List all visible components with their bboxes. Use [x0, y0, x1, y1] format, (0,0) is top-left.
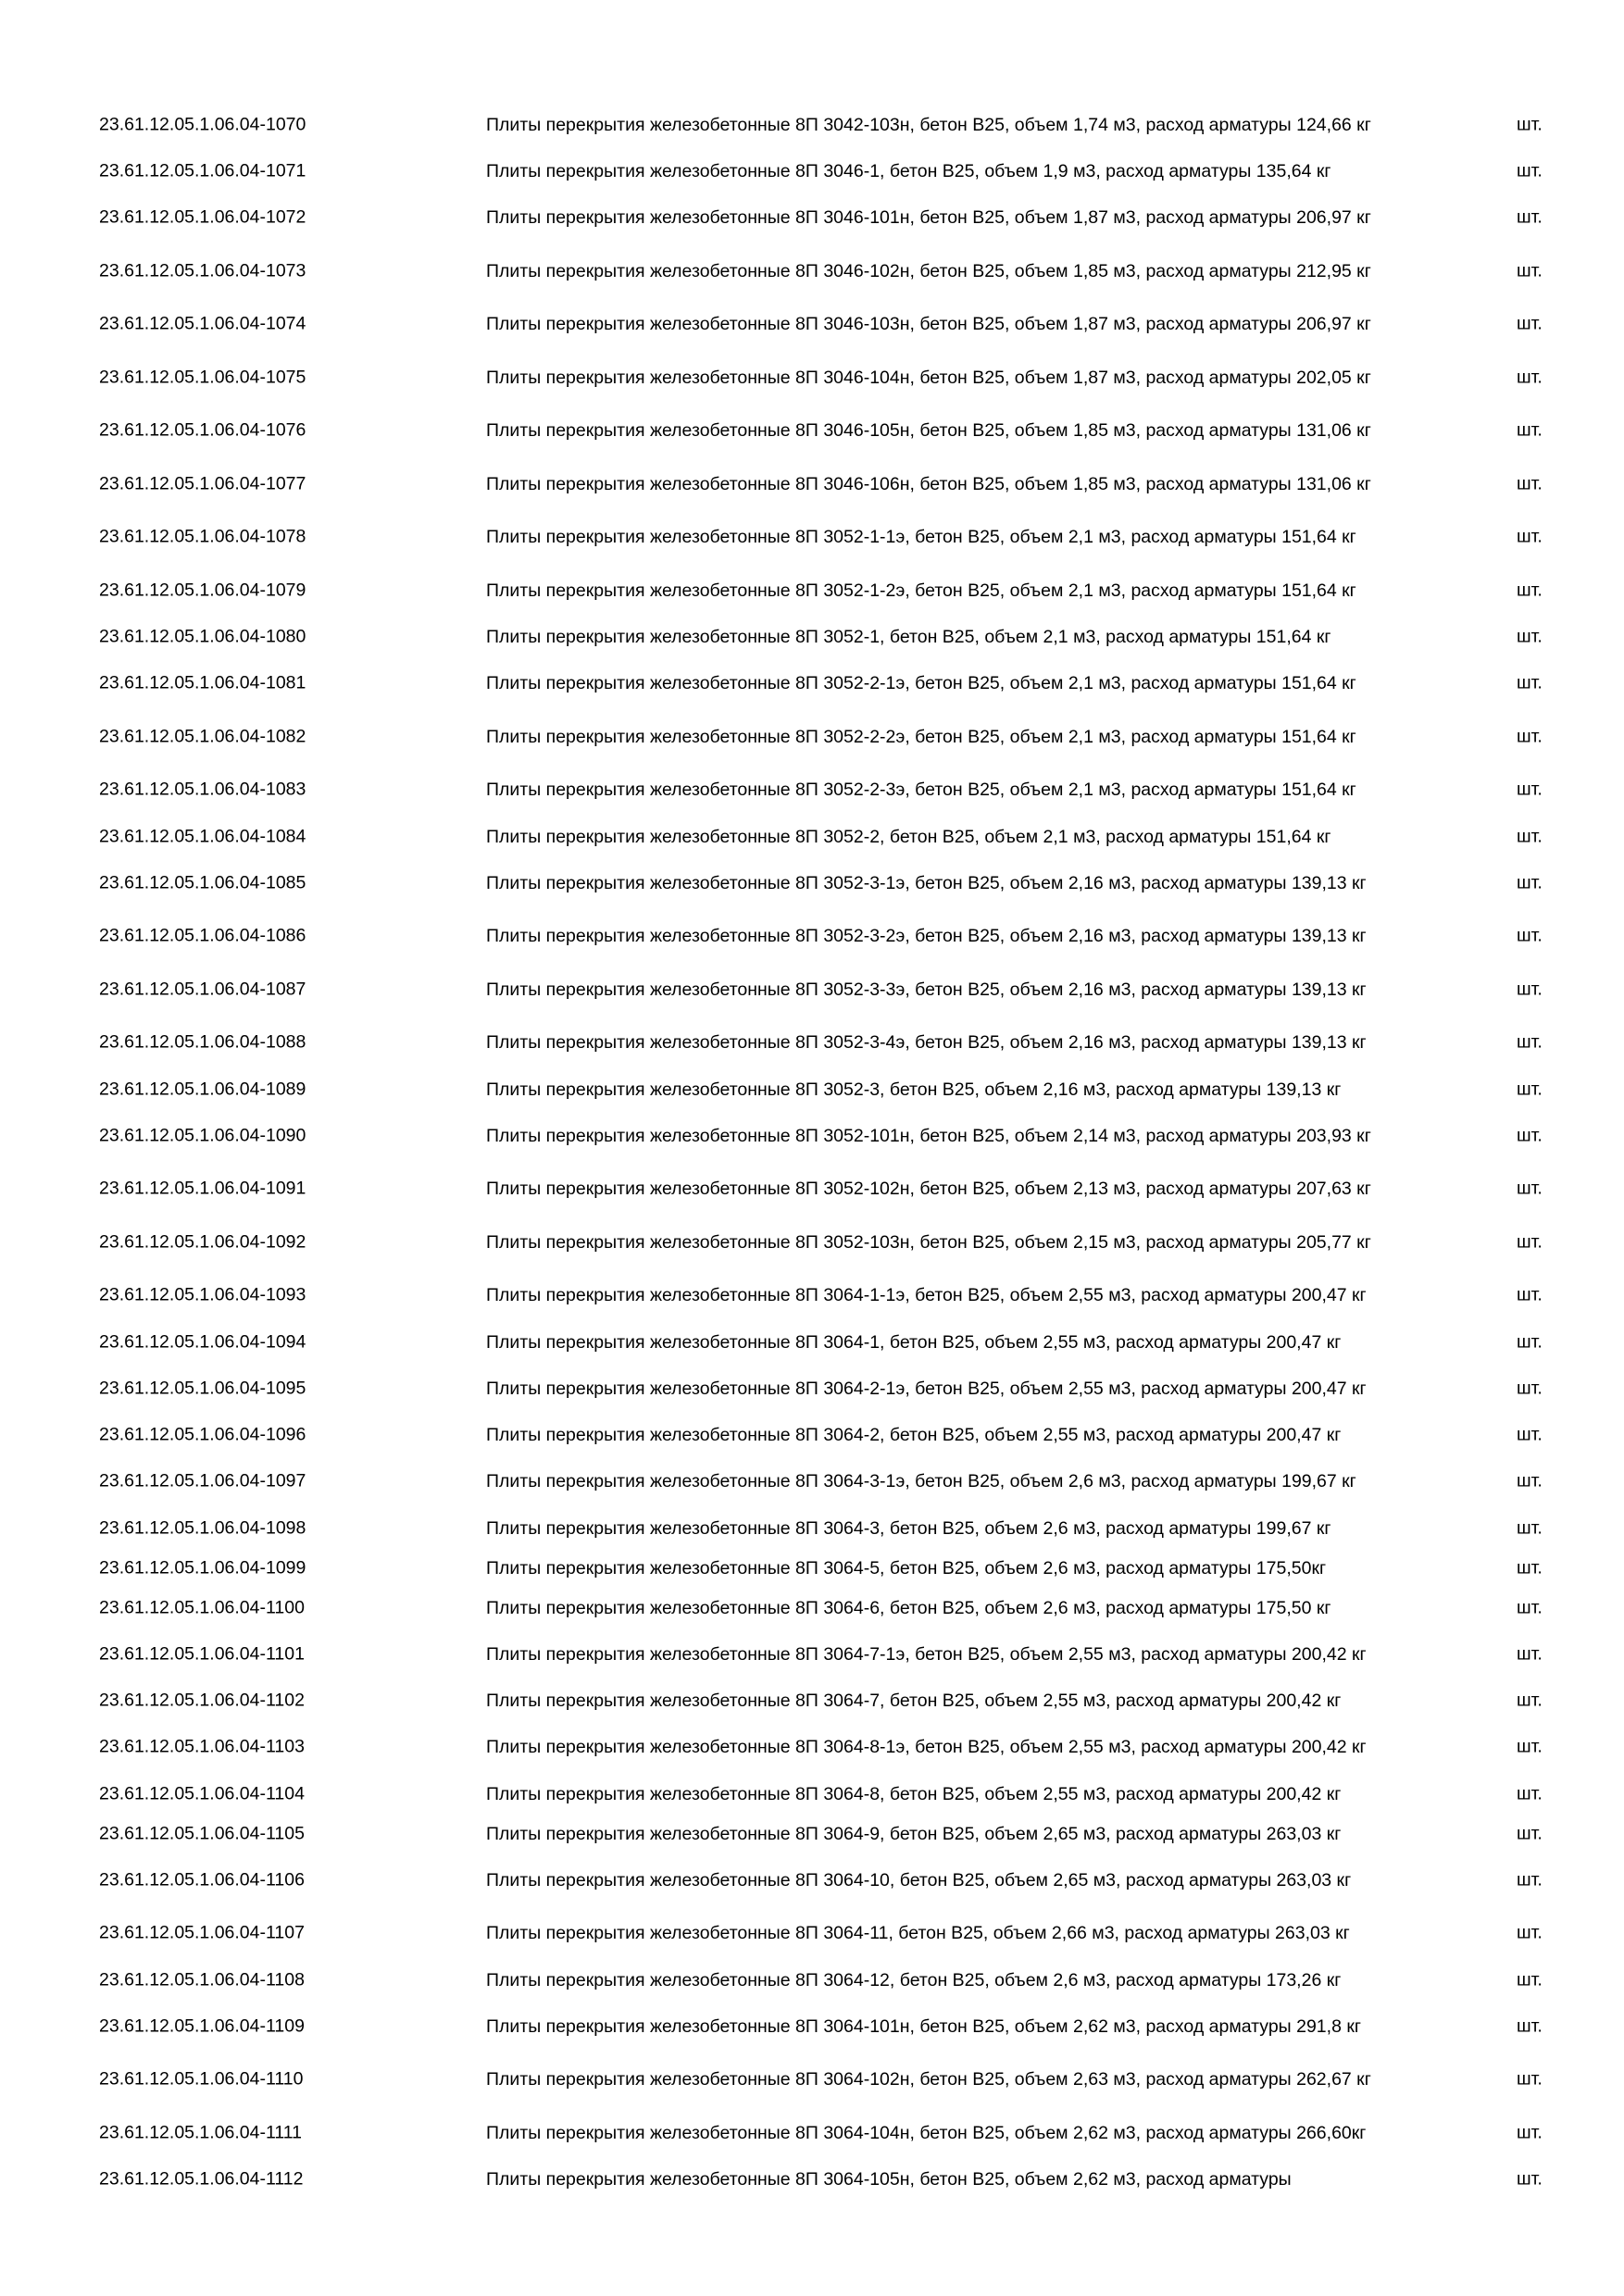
row-code: 23.61.12.05.1.06.04-1089	[99, 1079, 306, 1099]
row-code: 23.61.12.05.1.06.04-1099	[99, 1557, 306, 1578]
row-code: 23.61.12.05.1.06.04-1085	[99, 872, 306, 893]
table-row	[0, 764, 1624, 817]
row-code: 23.61.12.05.1.06.04-1097	[99, 1470, 306, 1491]
row-unit: шт.	[1517, 726, 1543, 747]
row-unit: шт.	[1517, 206, 1543, 228]
table-row	[0, 511, 1624, 565]
row-description: Плиты перекрытия железобетонные 8П 3046-101н, бетон В25, объем 1,87 м3, расход арматуры 206,97 кг	[486, 207, 1371, 229]
table-row	[0, 1681, 1624, 1721]
row-description: Плиты перекрытия железобетонные 8П 3052-3-2э, бетон В25, объем 2,16 м3, расход арматуры 139,13 кг	[486, 926, 1367, 947]
row-description: Плиты перекрытия железобетонные 8П 3064-2, бетон В25, объем 2,55 м3, расход арматуры 200,47 кг	[486, 1425, 1342, 1445]
row-unit: шт.	[1517, 2122, 1543, 2143]
row-unit: шт.	[1517, 2068, 1543, 2090]
row-description: Плиты перекрытия железобетонные 8П 3042-103н, бетон В25, объем 1,74 м3, расход арматуры 124,66 кг	[486, 114, 1371, 135]
table-row	[0, 1455, 1624, 1509]
row-code: 23.61.12.05.1.06.04-1111	[99, 2122, 303, 2143]
row-code: 23.61.12.05.1.06.04-1105	[99, 1823, 305, 1843]
row-unit: шт.	[1517, 872, 1543, 893]
row-description: Плиты перекрытия железобетонные 8П 3064-105н, бетон В25, объем 2,62 м3, расход арматуры	[486, 2169, 1292, 2190]
table-row	[0, 710, 1624, 764]
row-unit: шт.	[1517, 1079, 1543, 1099]
row-unit: шт.	[1517, 1783, 1543, 1803]
row-unit: шт.	[1517, 925, 1543, 946]
table-row	[0, 192, 1624, 245]
row-description: Плиты перекрытия железобетонные 8П 3064-1, бетон В25, объем 2,55 м3, расход арматуры 200,47 кг	[486, 1331, 1342, 1353]
row-code: 23.61.12.05.1.06.04-1092	[99, 1231, 306, 1253]
row-code: 23.61.12.05.1.06.04-1088	[99, 1031, 306, 1053]
row-description: Плиты перекрытия железобетонные 8П 3052-103н, бетон В25, объем 2,15 м3, расход арматуры 205,77 кг	[486, 1231, 1371, 1253]
row-unit: шт.	[1517, 2168, 1543, 2190]
row-unit: шт.	[1517, 1922, 1543, 1943]
row-code: 23.61.12.05.1.06.04-1104	[99, 1783, 305, 1803]
table-row	[0, 1721, 1624, 1775]
row-code: 23.61.12.05.1.06.04-1112	[99, 2168, 304, 2190]
row-code: 23.61.12.05.1.06.04-1080	[99, 626, 306, 647]
row-unit: шт.	[1517, 1643, 1543, 1665]
row-description: Плиты перекрытия железобетонные 8П 3052-2-1э, бетон В25, объем 2,1 м3, расход арматуры 151,64 кг	[486, 673, 1356, 694]
row-code: 23.61.12.05.1.06.04-1074	[99, 313, 306, 334]
row-description: Плиты перекрытия железобетонные 8П 3052-1, бетон В25, объем 2,1 м3, расход арматуры 151,64 кг	[486, 627, 1331, 647]
row-unit: шт.	[1517, 419, 1543, 441]
table-row	[0, 856, 1624, 910]
row-unit: шт.	[1517, 2015, 1543, 2037]
row-unit: шт.	[1517, 473, 1543, 494]
row-code: 23.61.12.05.1.06.04-1086	[99, 925, 306, 946]
table-row	[0, 2053, 1624, 2107]
row-unit: шт.	[1517, 1869, 1543, 1890]
row-description: Плиты перекрытия железобетонные 8П 3046-106н, бетон В25, объем 1,85 м3, расход арматуры 131,06 кг	[486, 473, 1371, 494]
table-row	[0, 1362, 1624, 1416]
row-unit: шт.	[1517, 367, 1543, 388]
row-description: Плиты перекрытия железобетонные 8П 3052-1-2э, бетон В25, объем 2,1 м3, расход арматуры 151,64 кг	[486, 580, 1356, 601]
row-unit: шт.	[1517, 580, 1543, 601]
row-code: 23.61.12.05.1.06.04-1096	[99, 1424, 306, 1445]
price-table	[0, 98, 1624, 2200]
row-unit: шт.	[1517, 1969, 1543, 1990]
row-description: Плиты перекрытия железобетонные 8П 3046-102н, бетон В25, объем 1,85 м3, расход арматуры 212,95 кг	[486, 260, 1371, 281]
row-code: 23.61.12.05.1.06.04-1073	[99, 260, 306, 281]
row-code: 23.61.12.05.1.06.04-1095	[99, 1378, 306, 1399]
row-unit: шт.	[1517, 779, 1543, 800]
row-description: Плиты перекрытия железобетонные 8П 3046-104н, бетон В25, объем 1,87 м3, расход арматуры 202,05 кг	[486, 367, 1371, 388]
row-description: Плиты перекрытия железобетонные 8П 3064-12, бетон В25, объем 2,6 м3, расход арматуры 173,26 кг	[486, 1969, 1342, 1990]
row-description: Плиты перекрытия железобетонные 8П 3064-9, бетон В25, объем 2,65 м3, расход арматуры 263,03 кг	[486, 1823, 1342, 1844]
row-description: Плиты перекрытия железобетонные 8П 3052-3-4э, бетон В25, объем 2,16 м3, расход арматуры 139,13 кг	[486, 1032, 1367, 1054]
row-unit: шт.	[1517, 114, 1543, 135]
row-description: Плиты перекрытия железобетонные 8П 3052-1-1э, бетон В25, объем 2,1 м3, расход арматуры 151,64 кг	[486, 527, 1356, 548]
row-description: Плиты перекрытия железобетонные 8П 3064-5, бетон В25, объем 2,6 м3, расход арматуры 175,50кг	[486, 1557, 1327, 1578]
row-unit: шт.	[1517, 1690, 1543, 1711]
row-description: Плиты перекрытия железобетонные 8П 3064-2-1э, бетон В25, объем 2,55 м3, расход арматуры 200,47 кг	[486, 1378, 1367, 1399]
row-description: Плиты перекрытия железобетонные 8П 3052-3, бетон В25, объем 2,16 м3, расход арматуры 139,13 кг	[486, 1079, 1342, 1100]
row-code: 23.61.12.05.1.06.04-1071	[99, 160, 306, 181]
table-row	[0, 910, 1624, 964]
table-row	[0, 1853, 1624, 1907]
table-row	[0, 1548, 1624, 1588]
row-code: 23.61.12.05.1.06.04-1072	[99, 206, 306, 228]
row-code: 23.61.12.05.1.06.04-1091	[99, 1178, 306, 1199]
row-code: 23.61.12.05.1.06.04-1093	[99, 1284, 306, 1305]
row-code: 23.61.12.05.1.06.04-1078	[99, 526, 306, 547]
table-row	[0, 1907, 1624, 1961]
row-code: 23.61.12.05.1.06.04-1077	[99, 473, 306, 494]
row-code: 23.61.12.05.1.06.04-1103	[99, 1736, 305, 1757]
table-row	[0, 817, 1624, 856]
row-code: 23.61.12.05.1.06.04-1081	[99, 672, 306, 693]
row-unit: шт.	[1517, 1424, 1543, 1445]
row-code: 23.61.12.05.1.06.04-1079	[99, 580, 306, 601]
row-description: Плиты перекрытия железобетонные 8П 3064-102н, бетон В25, объем 2,63 м3, расход арматуры 262,67 кг	[486, 2069, 1371, 2090]
row-description: Плиты перекрытия железобетонные 8П 3064-104н, бетон В25, объем 2,62 м3, расход арматуры 266,60кг	[486, 2122, 1367, 2143]
table-row	[0, 1216, 1624, 1269]
row-code: 23.61.12.05.1.06.04-1082	[99, 726, 306, 747]
row-unit: шт.	[1517, 1736, 1543, 1757]
row-code: 23.61.12.05.1.06.04-1100	[99, 1597, 305, 1617]
row-description: Плиты перекрытия железобетонные 8П 3064-1-1э, бетон В25, объем 2,55 м3, расход арматуры 200,47 кг	[486, 1285, 1367, 1306]
table-row	[0, 1109, 1624, 1163]
table-row	[0, 298, 1624, 352]
row-unit: шт.	[1517, 1597, 1543, 1617]
row-description: Плиты перекрытия железобетонные 8П 3064-7-1э, бетон В25, объем 2,55 м3, расход арматуры 200,42 кг	[486, 1643, 1367, 1665]
row-code: 23.61.12.05.1.06.04-1107	[99, 1922, 305, 1943]
row-unit: шт.	[1517, 979, 1543, 1000]
row-code: 23.61.12.05.1.06.04-1109	[99, 2015, 305, 2037]
row-code: 23.61.12.05.1.06.04-1094	[99, 1331, 306, 1352]
row-unit: шт.	[1517, 1231, 1543, 1253]
table-row	[0, 2160, 1624, 2200]
table-row	[0, 1416, 1624, 1455]
row-description: Плиты перекрытия железобетонные 8П 3064-7, бетон В25, объем 2,55 м3, расход арматуры 200,42 кг	[486, 1691, 1342, 1711]
row-unit: шт.	[1517, 1557, 1543, 1578]
row-unit: шт.	[1517, 826, 1543, 846]
row-code: 23.61.12.05.1.06.04-1110	[99, 2068, 304, 2090]
table-row	[0, 1814, 1624, 1853]
row-unit: шт.	[1517, 1823, 1543, 1843]
row-description: Плиты перекрытия железобетонные 8П 3064-6, бетон В25, объем 2,6 м3, расход арматуры 175,50 кг	[486, 1597, 1331, 1618]
table-row	[0, 1588, 1624, 1628]
row-description: Плиты перекрытия железобетонные 8П 3064-8, бетон В25, объем 2,55 м3, расход арматуры 200,42 кг	[486, 1783, 1342, 1804]
row-unit: шт.	[1517, 1178, 1543, 1199]
row-code: 23.61.12.05.1.06.04-1102	[99, 1690, 305, 1711]
row-code: 23.61.12.05.1.06.04-1083	[99, 779, 306, 800]
row-description: Плиты перекрытия железобетонные 8П 3052-3-3э, бетон В25, объем 2,16 м3, расход арматуры 139,13 кг	[486, 979, 1367, 1000]
row-description: Плиты перекрытия железобетонные 8П 3064-3-1э, бетон В25, объем 2,6 м3, расход арматуры 199,67 кг	[486, 1471, 1356, 1492]
row-unit: шт.	[1517, 672, 1543, 693]
row-code: 23.61.12.05.1.06.04-1076	[99, 419, 306, 441]
row-code: 23.61.12.05.1.06.04-1075	[99, 367, 306, 388]
row-description: Плиты перекрытия железобетонные 8П 3046-103н, бетон В25, объем 1,87 м3, расход арматуры 206,97 кг	[486, 314, 1371, 335]
table-row	[0, 2106, 1624, 2160]
table-row	[0, 963, 1624, 1017]
table-row	[0, 244, 1624, 298]
table-row	[0, 2000, 1624, 2053]
row-unit: шт.	[1517, 313, 1543, 334]
row-unit: шт.	[1517, 1284, 1543, 1305]
row-description: Плиты перекрытия железобетонные 8П 3046-1, бетон В25, объем 1,9 м3, расход арматуры 135,64 кг	[486, 161, 1331, 181]
row-unit: шт.	[1517, 260, 1543, 281]
row-description: Плиты перекрытия железобетонные 8П 3052-2, бетон В25, объем 2,1 м3, расход арматуры 151,64 кг	[486, 826, 1331, 847]
table-row	[0, 1628, 1624, 1681]
row-unit: шт.	[1517, 526, 1543, 547]
table-row	[0, 1069, 1624, 1109]
table-row	[0, 657, 1624, 711]
table-row	[0, 405, 1624, 458]
row-description: Плиты перекрытия железобетонные 8П 3064-3, бетон В25, объем 2,6 м3, расход арматуры 199,67 кг	[486, 1517, 1331, 1539]
row-description: Плиты перекрытия железобетонные 8П 3052-3-1э, бетон В25, объем 2,16 м3, расход арматуры 139,13 кг	[486, 872, 1367, 893]
table-row	[0, 152, 1624, 192]
row-description: Плиты перекрытия железобетонные 8П 3052-101н, бетон В25, объем 2,14 м3, расход арматуры 203,93 кг	[486, 1125, 1371, 1146]
row-description: Плиты перекрытия железобетонные 8П 3046-105н, бетон В25, объем 1,85 м3, расход арматуры 131,06 кг	[486, 420, 1371, 442]
table-row	[0, 564, 1624, 618]
table-row	[0, 98, 1624, 152]
table-row	[0, 1163, 1624, 1217]
row-unit: шт.	[1517, 626, 1543, 647]
row-unit: шт.	[1517, 1378, 1543, 1399]
row-code: 23.61.12.05.1.06.04-1070	[99, 114, 306, 135]
row-description: Плиты перекрытия железобетонные 8П 3064-11, бетон В25, объем 2,66 м3, расход арматуры 263,03 кг	[486, 1923, 1350, 1944]
table-row	[0, 1269, 1624, 1323]
table-row	[0, 457, 1624, 511]
row-unit: шт.	[1517, 160, 1543, 181]
table-row	[0, 618, 1624, 657]
row-description: Плиты перекрытия железобетонные 8П 3064-10, бетон В25, объем 2,65 м3, расход арматуры 263,03 кг	[486, 1869, 1352, 1890]
table-row	[0, 1508, 1624, 1548]
table-row	[0, 1960, 1624, 2000]
row-description: Плиты перекрытия железобетонные 8П 3064-8-1э, бетон В25, объем 2,55 м3, расход арматуры 200,42 кг	[486, 1737, 1367, 1758]
row-unit: шт.	[1517, 1517, 1543, 1538]
row-unit: шт.	[1517, 1031, 1543, 1053]
row-code: 23.61.12.05.1.06.04-1106	[99, 1869, 305, 1890]
row-description: Плиты перекрытия железобетонные 8П 3064-101н, бетон В25, объем 2,62 м3, расход арматуры 291,8 кг	[486, 2015, 1361, 2037]
row-unit: шт.	[1517, 1125, 1543, 1146]
row-code: 23.61.12.05.1.06.04-1098	[99, 1517, 306, 1538]
row-description: Плиты перекрытия железобетонные 8П 3052-2-3э, бетон В25, объем 2,1 м3, расход арматуры 151,64 кг	[486, 780, 1356, 801]
row-unit: шт.	[1517, 1331, 1543, 1352]
row-description: Плиты перекрытия железобетонные 8П 3052-102н, бетон В25, объем 2,13 м3, расход арматуры 207,63 кг	[486, 1179, 1371, 1200]
row-code: 23.61.12.05.1.06.04-1084	[99, 826, 306, 846]
table-row	[0, 351, 1624, 405]
row-code: 23.61.12.05.1.06.04-1101	[99, 1643, 305, 1665]
table-row	[0, 1774, 1624, 1814]
row-code: 23.61.12.05.1.06.04-1087	[99, 979, 306, 1000]
row-code: 23.61.12.05.1.06.04-1090	[99, 1125, 306, 1146]
row-description: Плиты перекрытия железобетонные 8П 3052-2-2э, бетон В25, объем 2,1 м3, расход арматуры 151,64 кг	[486, 726, 1356, 747]
table-row	[0, 1322, 1624, 1362]
row-code: 23.61.12.05.1.06.04-1108	[99, 1969, 305, 1990]
row-unit: шт.	[1517, 1470, 1543, 1491]
table-row	[0, 1017, 1624, 1070]
